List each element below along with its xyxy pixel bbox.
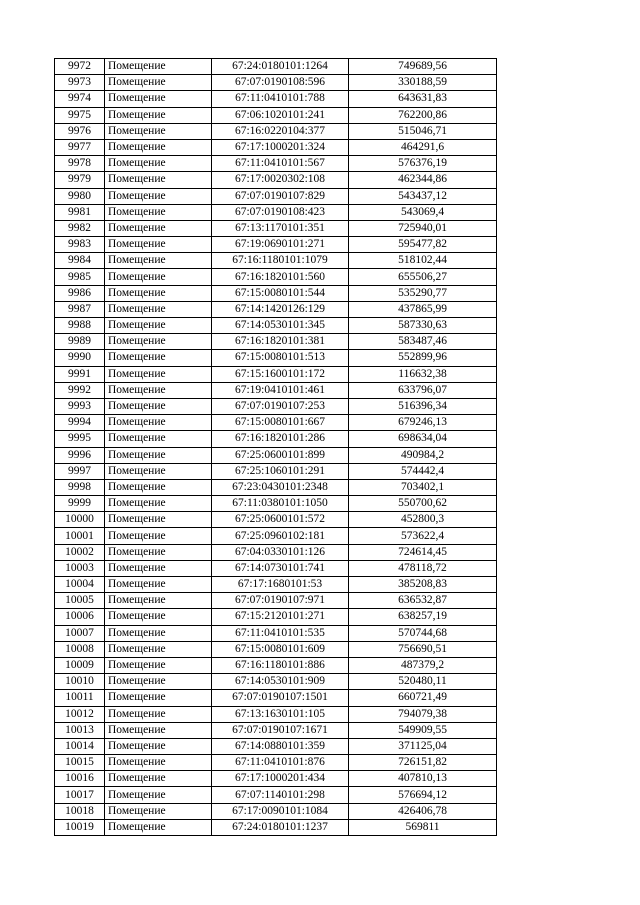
table-row	[55, 657, 497, 673]
cadastral-value-cell: 583487,46	[349, 334, 497, 350]
row-number-cell: 10000	[55, 512, 105, 528]
cadastral-value-cell: 437865,99	[349, 301, 497, 317]
cadastral-number-cell: 67:07:0190108:596	[212, 75, 349, 91]
table-row	[55, 738, 497, 754]
cadastral-value-cell: 549909,55	[349, 722, 497, 738]
cadastral-number-cell: 67:16:1820101:381	[212, 334, 349, 350]
cadastral-number-cell: 67:07:0190107:1671	[212, 722, 349, 738]
object-type-cell: Помещение	[105, 657, 212, 673]
cadastral-number-cell: 67:16:1180101:886	[212, 657, 349, 673]
object-type-cell: Помещение	[105, 188, 212, 204]
row-number-cell: 10007	[55, 625, 105, 641]
cadastral-number-cell: 67:16:1180101:1079	[212, 253, 349, 269]
cadastral-number-cell: 67:25:0600101:899	[212, 447, 349, 463]
table-row	[55, 123, 497, 139]
table-row	[55, 301, 497, 317]
cadastral-value-cell: 573622,4	[349, 528, 497, 544]
cadastral-value-cell: 407810,13	[349, 771, 497, 787]
table-row	[55, 722, 497, 738]
object-type-cell: Помещение	[105, 674, 212, 690]
row-number-cell: 9983	[55, 237, 105, 253]
table-row	[55, 237, 497, 253]
object-type-cell: Помещение	[105, 577, 212, 593]
cadastral-value-cell: 462344,86	[349, 172, 497, 188]
cadastral-number-cell: 67:15:0080101:513	[212, 350, 349, 366]
cadastral-number-cell: 67:15:0080101:544	[212, 285, 349, 301]
row-number-cell: 9997	[55, 463, 105, 479]
cadastral-value-cell: 535290,77	[349, 285, 497, 301]
cadastral-value-cell: 426406,78	[349, 803, 497, 819]
object-type-cell: Помещение	[105, 479, 212, 495]
cadastral-number-cell: 67:23:0430101:2348	[212, 479, 349, 495]
table-row	[55, 220, 497, 236]
table-row	[55, 674, 497, 690]
cadastral-number-cell: 67:24:0180101:1264	[212, 59, 349, 75]
row-number-cell: 9989	[55, 334, 105, 350]
table-row	[55, 91, 497, 107]
row-number-cell: 10016	[55, 771, 105, 787]
cadastral-value-cell: 655506,27	[349, 269, 497, 285]
cadastral-value-cell: 726151,82	[349, 755, 497, 771]
table-row	[55, 382, 497, 398]
row-number-cell: 9972	[55, 59, 105, 75]
cadastral-value-cell: 756690,51	[349, 641, 497, 657]
row-number-cell: 9984	[55, 253, 105, 269]
row-number-cell: 10005	[55, 593, 105, 609]
cadastral-value-cell: 515046,71	[349, 123, 497, 139]
row-number-cell: 10003	[55, 560, 105, 576]
cadastral-number-cell: 67:16:1820101:286	[212, 431, 349, 447]
row-number-cell: 9985	[55, 269, 105, 285]
object-type-cell: Помещение	[105, 172, 212, 188]
table-row	[55, 156, 497, 172]
cadastral-number-cell: 67:17:1680101:53	[212, 577, 349, 593]
object-type-cell: Помещение	[105, 755, 212, 771]
row-number-cell: 9979	[55, 172, 105, 188]
object-type-cell: Помещение	[105, 690, 212, 706]
table-row	[55, 75, 497, 91]
table-row	[55, 334, 497, 350]
cadastral-value-cell: 703402,1	[349, 479, 497, 495]
row-number-cell: 10008	[55, 641, 105, 657]
cadastral-value-cell: 570744,68	[349, 625, 497, 641]
cadastral-value-cell: 116632,38	[349, 366, 497, 382]
object-type-cell: Помещение	[105, 625, 212, 641]
cadastral-number-cell: 67:17:0020302:108	[212, 172, 349, 188]
cadastral-number-cell: 67:14:0730101:741	[212, 560, 349, 576]
cadastral-value-cell: 660721,49	[349, 690, 497, 706]
cadastral-value-cell: 595477,82	[349, 237, 497, 253]
object-type-cell: Помещение	[105, 431, 212, 447]
row-number-cell: 9988	[55, 318, 105, 334]
cadastral-value-cell: 725940,01	[349, 220, 497, 236]
cadastral-value-cell: 569811	[349, 819, 497, 835]
cadastral-number-cell: 67:13:1630101:105	[212, 706, 349, 722]
object-type-cell: Помещение	[105, 91, 212, 107]
cadastral-number-cell: 67:11:0410101:535	[212, 625, 349, 641]
table-row	[55, 819, 497, 835]
object-type-cell: Помещение	[105, 220, 212, 236]
row-number-cell: 9982	[55, 220, 105, 236]
object-type-cell: Помещение	[105, 560, 212, 576]
cadastral-value-cell: 330188,59	[349, 75, 497, 91]
cadastral-value-cell: 638257,19	[349, 609, 497, 625]
table-row	[55, 577, 497, 593]
object-type-cell: Помещение	[105, 59, 212, 75]
cadastral-value-cell: 543437,12	[349, 188, 497, 204]
row-number-cell: 9994	[55, 415, 105, 431]
object-type-cell: Помещение	[105, 803, 212, 819]
object-type-cell: Помещение	[105, 609, 212, 625]
cadastral-number-cell: 67:13:1170101:351	[212, 220, 349, 236]
cadastral-value-cell: 464291,6	[349, 139, 497, 155]
cadastral-number-cell: 67:07:0190107:253	[212, 398, 349, 414]
table-row	[55, 755, 497, 771]
object-type-cell: Помещение	[105, 366, 212, 382]
object-type-cell: Помещение	[105, 398, 212, 414]
row-number-cell: 9978	[55, 156, 105, 172]
cadastral-number-cell: 67:15:0080101:609	[212, 641, 349, 657]
object-type-cell: Помещение	[105, 496, 212, 512]
row-number-cell: 9993	[55, 398, 105, 414]
cadastral-number-cell: 67:14:0880101:359	[212, 738, 349, 754]
table-row	[55, 253, 497, 269]
object-type-cell: Помещение	[105, 75, 212, 91]
table-row	[55, 771, 497, 787]
object-type-cell: Помещение	[105, 301, 212, 317]
table-row	[55, 803, 497, 819]
cadastral-number-cell: 67:17:1000201:434	[212, 771, 349, 787]
object-type-cell: Помещение	[105, 415, 212, 431]
row-number-cell: 9986	[55, 285, 105, 301]
row-number-cell: 10004	[55, 577, 105, 593]
table-row	[55, 366, 497, 382]
row-number-cell: 9974	[55, 91, 105, 107]
cadastral-value-cell: 698634,04	[349, 431, 497, 447]
object-type-cell: Помещение	[105, 318, 212, 334]
cadastral-value-cell: 576376,19	[349, 156, 497, 172]
cadastral-value-cell: 518102,44	[349, 253, 497, 269]
object-type-cell: Помещение	[105, 544, 212, 560]
cadastral-number-cell: 67:11:0410101:876	[212, 755, 349, 771]
table-row	[55, 593, 497, 609]
table-row	[55, 496, 497, 512]
cadastral-value-cell: 576694,12	[349, 787, 497, 803]
table-row	[55, 398, 497, 414]
cadastral-value-cell: 587330,63	[349, 318, 497, 334]
cadastral-number-cell: 67:19:0690101:271	[212, 237, 349, 253]
cadastral-value-cell: 550700,62	[349, 496, 497, 512]
cadastral-number-cell: 67:07:0190107:971	[212, 593, 349, 609]
table-row	[55, 609, 497, 625]
cadastral-number-cell: 67:25:0600101:572	[212, 512, 349, 528]
row-number-cell: 9991	[55, 366, 105, 382]
object-type-cell: Помещение	[105, 447, 212, 463]
table-row	[55, 787, 497, 803]
object-type-cell: Помещение	[105, 156, 212, 172]
cadastral-number-cell: 67:07:1140101:298	[212, 787, 349, 803]
cadastral-number-cell: 67:14:0530101:909	[212, 674, 349, 690]
cadastral-value-cell: 371125,04	[349, 738, 497, 754]
table-row	[55, 269, 497, 285]
object-type-cell: Помещение	[105, 285, 212, 301]
row-number-cell: 9980	[55, 188, 105, 204]
cadastral-value-cell: 552899,96	[349, 350, 497, 366]
cadastral-value-cell: 574442,4	[349, 463, 497, 479]
table-row	[55, 204, 497, 220]
object-type-cell: Помещение	[105, 463, 212, 479]
object-type-cell: Помещение	[105, 382, 212, 398]
row-number-cell: 10001	[55, 528, 105, 544]
table-row	[55, 415, 497, 431]
object-type-cell: Помещение	[105, 269, 212, 285]
row-number-cell: 10013	[55, 722, 105, 738]
table-row	[55, 188, 497, 204]
cadastral-number-cell: 67:14:1420126:129	[212, 301, 349, 317]
table-row	[55, 512, 497, 528]
cadastral-value-cell: 633796,07	[349, 382, 497, 398]
table-row	[55, 431, 497, 447]
row-number-cell: 10015	[55, 755, 105, 771]
cadastral-number-cell: 67:07:0190108:423	[212, 204, 349, 220]
cadastral-value-cell: 478118,72	[349, 560, 497, 576]
table-row	[55, 641, 497, 657]
cadastral-value-cell: 794079,38	[349, 706, 497, 722]
cadastral-value-cell: 452800,3	[349, 512, 497, 528]
cadastral-number-cell: 67:15:1600101:172	[212, 366, 349, 382]
cadastral-number-cell: 67:04:0330101:126	[212, 544, 349, 560]
row-number-cell: 9975	[55, 107, 105, 123]
object-type-cell: Помещение	[105, 641, 212, 657]
row-number-cell: 10019	[55, 819, 105, 835]
cadastral-number-cell: 67:19:0410101:461	[212, 382, 349, 398]
cadastral-number-cell: 67:07:0190107:1501	[212, 690, 349, 706]
cadastral-number-cell: 67:24:0180101:1237	[212, 819, 349, 835]
cadastral-number-cell: 67:16:0220104:377	[212, 123, 349, 139]
row-number-cell: 9995	[55, 431, 105, 447]
cadastral-number-cell: 67:15:2120101:271	[212, 609, 349, 625]
table-row	[55, 59, 497, 75]
cadastral-value-cell: 762200,86	[349, 107, 497, 123]
object-type-cell: Помещение	[105, 123, 212, 139]
row-number-cell: 10012	[55, 706, 105, 722]
cadastral-value-cell: 679246,13	[349, 415, 497, 431]
table-row	[55, 560, 497, 576]
cadastral-number-cell: 67:16:1820101:560	[212, 269, 349, 285]
object-type-cell: Помещение	[105, 771, 212, 787]
row-number-cell: 9996	[55, 447, 105, 463]
object-type-cell: Помещение	[105, 334, 212, 350]
object-type-cell: Помещение	[105, 237, 212, 253]
row-number-cell: 9977	[55, 139, 105, 155]
table-row	[55, 350, 497, 366]
table-row	[55, 544, 497, 560]
table-row	[55, 447, 497, 463]
cadastral-value-table	[54, 58, 497, 836]
cadastral-value-cell: 636532,87	[349, 593, 497, 609]
object-type-cell: Помещение	[105, 593, 212, 609]
row-number-cell: 10010	[55, 674, 105, 690]
row-number-cell: 9973	[55, 75, 105, 91]
object-type-cell: Помещение	[105, 706, 212, 722]
object-type-cell: Помещение	[105, 139, 212, 155]
row-number-cell: 10009	[55, 657, 105, 673]
cadastral-number-cell: 67:06:1020101:241	[212, 107, 349, 123]
row-number-cell: 9990	[55, 350, 105, 366]
cadastral-number-cell: 67:17:1000201:324	[212, 139, 349, 155]
object-type-cell: Помещение	[105, 787, 212, 803]
cadastral-value-cell: 643631,83	[349, 91, 497, 107]
cadastral-number-cell: 67:11:0410101:788	[212, 91, 349, 107]
table-row	[55, 479, 497, 495]
cadastral-number-cell: 67:07:0190107:829	[212, 188, 349, 204]
row-number-cell: 9981	[55, 204, 105, 220]
object-type-cell: Помещение	[105, 738, 212, 754]
object-type-cell: Помещение	[105, 512, 212, 528]
object-type-cell: Помещение	[105, 819, 212, 835]
table-body	[55, 59, 497, 836]
object-type-cell: Помещение	[105, 350, 212, 366]
object-type-cell: Помещение	[105, 253, 212, 269]
table-row	[55, 285, 497, 301]
row-number-cell: 9987	[55, 301, 105, 317]
table-row	[55, 139, 497, 155]
table-row	[55, 690, 497, 706]
table-row	[55, 625, 497, 641]
object-type-cell: Помещение	[105, 204, 212, 220]
object-type-cell: Помещение	[105, 528, 212, 544]
row-number-cell: 10018	[55, 803, 105, 819]
row-number-cell: 9992	[55, 382, 105, 398]
row-number-cell: 9976	[55, 123, 105, 139]
row-number-cell: 10014	[55, 738, 105, 754]
cadastral-value-cell: 749689,56	[349, 59, 497, 75]
cadastral-value-cell: 520480,11	[349, 674, 497, 690]
row-number-cell: 9998	[55, 479, 105, 495]
row-number-cell: 9999	[55, 496, 105, 512]
table-row	[55, 463, 497, 479]
object-type-cell: Помещение	[105, 107, 212, 123]
row-number-cell: 10006	[55, 609, 105, 625]
cadastral-number-cell: 67:11:0380101:1050	[212, 496, 349, 512]
cadastral-number-cell: 67:25:0960102:181	[212, 528, 349, 544]
cadastral-number-cell: 67:11:0410101:567	[212, 156, 349, 172]
table-row	[55, 107, 497, 123]
table-row	[55, 528, 497, 544]
cadastral-value-cell: 516396,34	[349, 398, 497, 414]
cadastral-number-cell: 67:25:1060101:291	[212, 463, 349, 479]
cadastral-value-cell: 543069,4	[349, 204, 497, 220]
object-type-cell: Помещение	[105, 722, 212, 738]
row-number-cell: 10017	[55, 787, 105, 803]
cadastral-value-cell: 385208,83	[349, 577, 497, 593]
cadastral-value-cell: 490984,2	[349, 447, 497, 463]
table-row	[55, 706, 497, 722]
cadastral-value-cell: 724614,45	[349, 544, 497, 560]
row-number-cell: 10002	[55, 544, 105, 560]
row-number-cell: 10011	[55, 690, 105, 706]
cadastral-value-cell: 487379,2	[349, 657, 497, 673]
cadastral-number-cell: 67:14:0530101:345	[212, 318, 349, 334]
table-row	[55, 318, 497, 334]
cadastral-number-cell: 67:17:0090101:1084	[212, 803, 349, 819]
table-row	[55, 172, 497, 188]
cadastral-number-cell: 67:15:0080101:667	[212, 415, 349, 431]
